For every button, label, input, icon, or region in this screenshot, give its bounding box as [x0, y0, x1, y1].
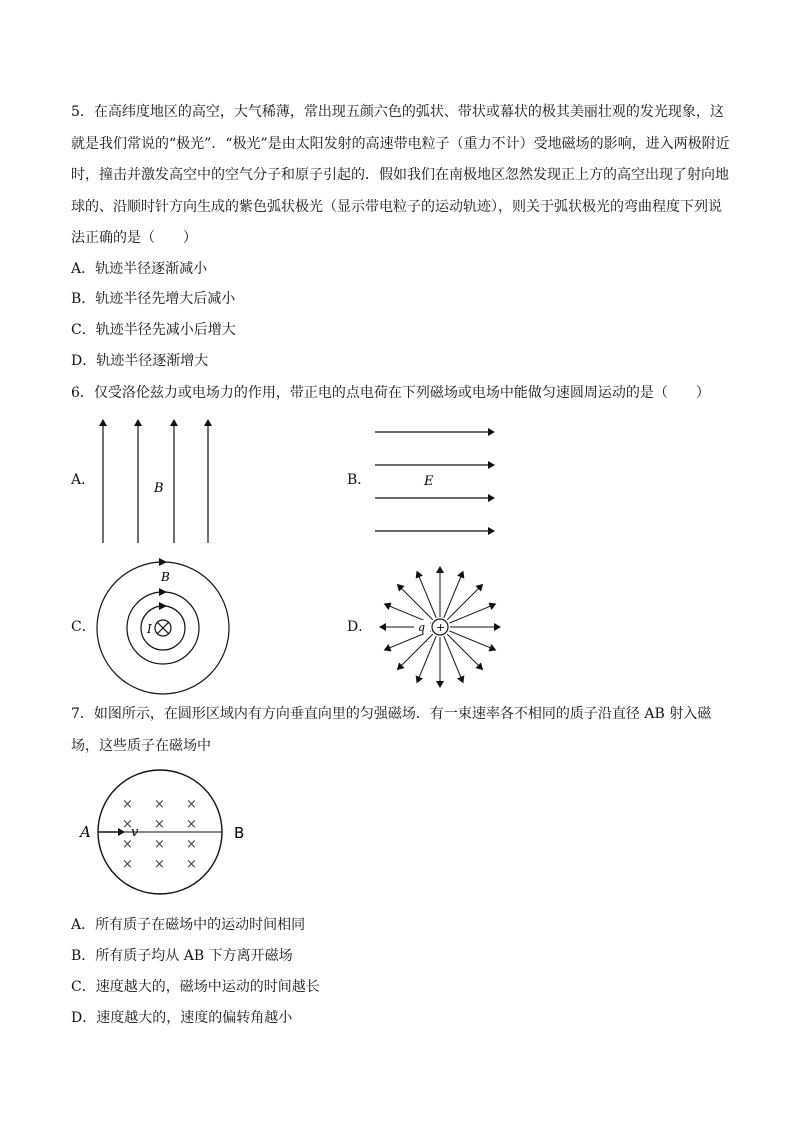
- cross-mark: ×: [186, 797, 197, 812]
- field-line: [449, 631, 495, 650]
- field-line: [444, 572, 463, 618]
- q5-option-b: B．轨迹半径先增大后减小: [71, 291, 236, 307]
- field-label-e: E: [424, 474, 434, 489]
- current-label-i: I: [147, 622, 152, 636]
- q6-option-d-label: D．: [347, 619, 373, 635]
- field-line: [417, 572, 436, 618]
- cross-mark: ×: [186, 837, 197, 852]
- q7-option-b: B．所有质子均从 AB 下方离开磁场: [71, 948, 293, 964]
- cross-mark: ×: [154, 797, 165, 812]
- field-line: [447, 634, 482, 669]
- cross-mark: ×: [154, 817, 165, 832]
- cross-mark: ×: [122, 797, 133, 812]
- cross-mark: ×: [122, 817, 133, 832]
- q5-option-d: D．轨迹半径逐渐增大: [71, 353, 209, 369]
- q5-option-c: C．轨迹半径先减小后增大: [71, 322, 236, 338]
- direction-arrow: [159, 602, 167, 610]
- point-a-label: A: [80, 823, 91, 841]
- velocity-label: v: [131, 825, 139, 840]
- q6-figure-b: [370, 420, 500, 540]
- field-line: [398, 585, 433, 620]
- cross-mark: ×: [154, 837, 165, 852]
- cross-mark: ×: [186, 857, 197, 872]
- q5-option-a: A．轨迹半径逐渐减小: [71, 261, 208, 277]
- q6-figure-a: [90, 410, 220, 550]
- q7-figure: [76, 764, 276, 900]
- cross-mark: ×: [186, 817, 197, 832]
- q6-option-b-label: B．: [347, 472, 372, 488]
- cross-mark: ×: [154, 857, 165, 872]
- field-line: [398, 634, 433, 669]
- field-line: [444, 636, 463, 682]
- q7-option-a: A．所有质子在磁场中的运动时间相同: [71, 917, 306, 933]
- direction-arrow: [159, 588, 167, 596]
- q6-figure-d: [372, 565, 508, 689]
- field-line: [447, 585, 482, 620]
- point-b-label: B: [234, 824, 245, 842]
- cross-mark: ×: [122, 837, 133, 852]
- q6-option-c-label: C．: [71, 619, 96, 635]
- charge-sign: +: [436, 621, 446, 634]
- charge-label-q: q: [418, 621, 426, 634]
- field-label-b: B: [154, 481, 164, 496]
- field-line: [417, 636, 436, 682]
- cross-mark: ×: [122, 857, 133, 872]
- q6-stem: 6．仅受洛伦兹力或电场力的作用，带正电的点电荷在下列磁场或电场中能做匀速圆周运动的是（ ）: [71, 385, 710, 401]
- field-label-b: B: [161, 570, 170, 584]
- direction-arrow: [159, 558, 167, 566]
- q7-stem: 7．如图所示，在圆形区域内有方向垂直向里的匀强磁场．有一束速率各不相同的质子沿直径 AB 射入磁场，这些质子在磁场中: [71, 706, 712, 754]
- q7-option-c: C．速度越大的，磁场中运动的时间越长: [71, 979, 320, 995]
- q7-option-d: D．速度越大的，速度的偏转角越小: [71, 1010, 293, 1026]
- field-line: [449, 604, 495, 623]
- q6-option-a-label: A．: [71, 472, 96, 488]
- q6-figure-c: [95, 560, 235, 696]
- q5-stem: 5．在高纬度地区的高空，大气稀薄，常出现五颜六色的弧状、带状或幕状的极其美丽壮观的发光现象，这就是我们常说的“极光”．“极光”是由太阳发射的高速带电粒子（重力不计）受地磁场的影响，进入两极附近时，撞击并激发高空中的空气分子和原子引起的．假如我们在南极地区忽然发现正上方的高空出现了射向地球的、沿顺时针方向生成的紫色弧状极光（显示带电粒子的运动轨迹），则关于弧状极光的弯曲程度下列说法正确的是（ ）: [71, 104, 730, 246]
